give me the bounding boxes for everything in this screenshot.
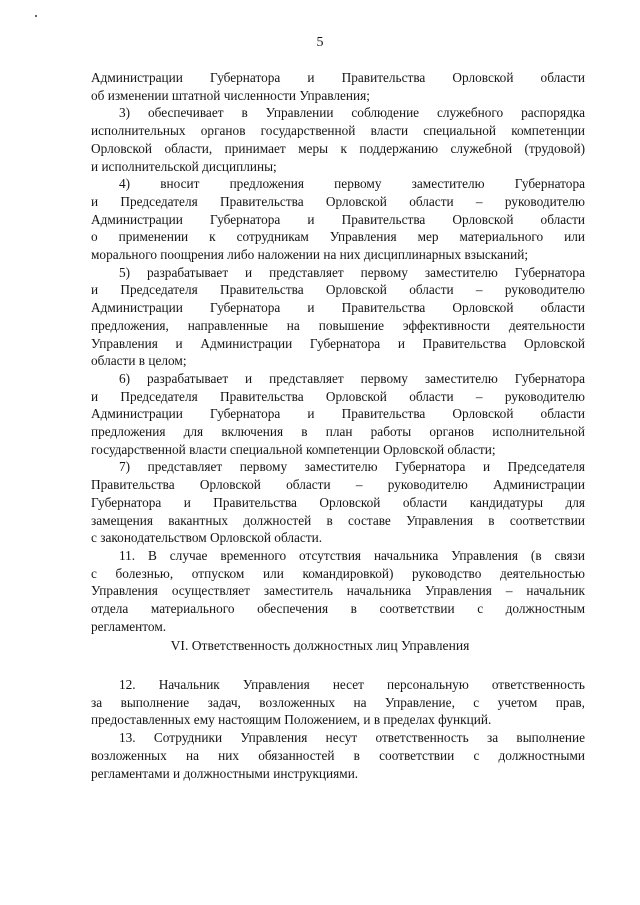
text-line: 4) вносит предложения первому заместителю Губернатора [119,176,585,192]
text-line: Администрации Губернатора и Правительства Орловской области [91,300,585,316]
text-line: 3) обеспечивает в Управлении соблюдение служебного распорядка [119,105,585,121]
document-body [91,69,585,636]
text-line: возложенных на них обязанностей в соответствии с должностными [91,747,585,763]
paragraph-13 [91,729,585,782]
text-line: и Председателя Правительства Орловской области – руководителю [91,282,585,298]
list-item-4 [91,175,585,264]
text-line: об изменении штатной численности Управления; [91,87,370,103]
paragraph-11 [91,547,585,636]
text-line: Администрации Губернатора и Правительства Орловской области [91,406,585,422]
text-line: Управления и Администрации Губернатора и Правительства Орловской [91,335,585,351]
text-line: Губернатора и Правительства Орловской области кандидатуры для [91,494,585,510]
text-line: государственной власти специальной компетенции Орловской области; [91,441,496,457]
text-line: отдела материального обеспечения в соответствии с должностным [91,601,585,617]
text-line: о применении к сотрудникам Управления мер материального или [91,229,585,245]
text-line: 13. Сотрудники Управления несут ответственность за выполнение [119,730,585,746]
list-item-5 [91,264,585,370]
text-line: замещения вакантных должностей в составе Управления в соответствии [91,512,585,528]
section-body [91,676,585,782]
list-item-6 [91,370,585,459]
text-line: Орловской области, принимает меры к поддержанию служебной (трудовой) [91,140,585,156]
paragraph-12 [91,676,585,729]
text-line: 7) представляет первому заместителю Губернатора и Председателя [119,459,585,475]
text-line: 12. Начальник Управления несет персональную ответственность [119,677,585,692]
text-line: 6) разрабатывает и представляет первому заместителю Губернатора [119,370,585,386]
list-item-3 [91,104,585,175]
text-line: за выполнение задач, возложенных на Управление, с учетом прав, [91,694,585,710]
text-line: исполнительных органов государственной власти специальной компетенции [91,123,585,139]
text-line: и Председателя Правительства Орловской области – руководителю [91,388,585,404]
text-line: предоставленных ему настоящим Положением, и в пределах функций. [91,712,492,728]
text-line: 11. В случае временного отсутствия начальника Управления (в связи [119,547,585,563]
scan-artifact-dot [35,15,37,17]
text-line: с законодательством Орловской области. [91,530,323,546]
text-line: области в целом; [91,353,187,369]
text-line: и Председателя Правительства Орловской области – руководителю [91,193,585,209]
text-line: регламентом. [91,618,167,634]
text-line: Правительства Орловской области – руководителю Администрации [91,477,585,493]
continuation-paragraph [91,69,585,104]
page-number: 5 [316,35,324,50]
text-line: предложения для включения в план работы органов исполнительной [91,424,585,440]
text-line: с болезнью, отпуском или командировкой) руководство деятельностью [91,565,585,581]
text-line: 5) разрабатывает и представляет первому заместителю Губернатора [119,264,585,280]
text-line: Управления осуществляет заместитель начальника Управления – начальник [91,583,585,599]
text-line: морального поощрения либо наложении на них дисциплинарных взысканий; [91,247,529,263]
text-line: Администрации Губернатора и Правительства Орловской области [91,211,585,227]
text-line: Администрации Губернатора и Правительства Орловской области [91,70,585,85]
text-line: предложения, направленные на повышение эффективности деятельности [91,317,585,333]
section-heading: VI. Ответственность должностных лиц Управления [170,638,470,653]
list-item-7 [91,458,585,547]
text-line: и исполнительской дисциплины; [91,158,277,174]
text-line: регламентами и должностными инструкциями. [91,765,359,781]
